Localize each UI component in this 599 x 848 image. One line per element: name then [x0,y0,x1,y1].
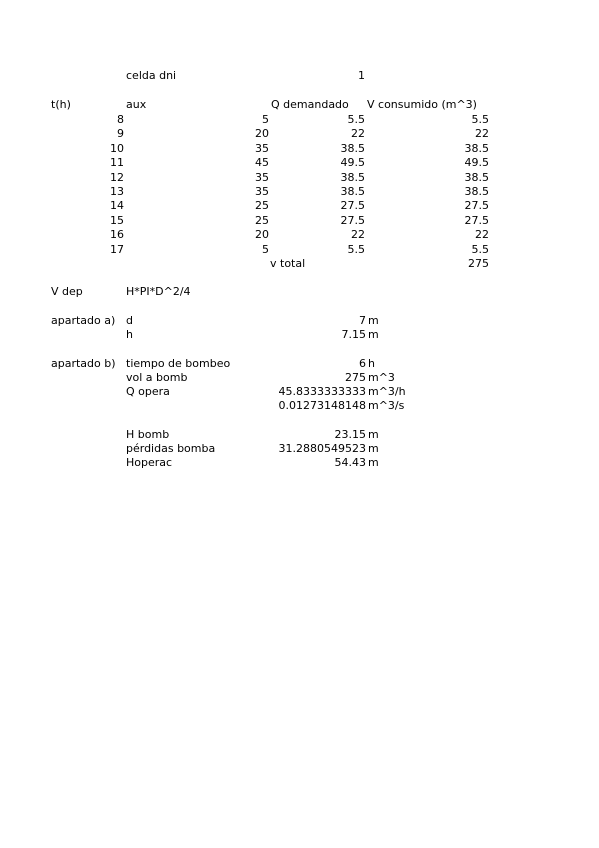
cell-q-demandado: 38.5 [340,171,365,184]
cell-aux: 25 [255,214,269,227]
table-row [0,185,599,199]
cell-v-consumido: 38.5 [464,171,489,184]
cell-q-demandado: 22 [351,127,365,140]
cell-aux: 45 [255,156,269,169]
cell-aux: 20 [255,228,269,241]
vol-a-bomb-unit: m^3 [368,371,395,384]
perdidas-bomba-value: 31.2880549523 [278,442,366,455]
column-header-aux: aux [126,98,147,111]
h-bomb-unit: m [368,428,379,441]
cell-q-demandado: 38.5 [340,185,365,198]
table-row [0,113,599,127]
hoperac-unit: m [368,456,379,469]
perdidas-bomba-unit: m [368,442,379,455]
table-row [0,142,599,156]
cell-t: 16 [110,228,124,241]
cell-t: 10 [110,142,124,155]
cell-aux: 25 [255,199,269,212]
cell-t: 12 [110,171,124,184]
tiempo-bombeo-label: tiempo de bombeo [126,357,231,370]
total-value: 275 [468,257,489,270]
h-bomb-value: 23.15 [334,428,366,441]
h-bomb-label: H bomb [126,428,170,441]
table-row [0,156,599,170]
column-header-t: t(h) [51,98,71,111]
cell-q-demandado: 5.5 [347,113,365,126]
cell-t: 9 [117,127,124,140]
cell-q-demandado: 38.5 [340,142,365,155]
tiempo-bombeo-unit: h [368,357,375,370]
celda-dni-value: 1 [358,69,365,82]
cell-t: 8 [117,113,124,126]
cell-v-consumido: 49.5 [464,156,489,169]
cell-aux: 20 [255,127,269,140]
cell-aux: 35 [255,185,269,198]
hoperac-value: 54.43 [334,456,366,469]
cell-t: 14 [110,199,124,212]
apartado-a-h-label: h [126,328,133,341]
q-opera-value: 45.8333333333 [278,385,366,398]
cell-v-consumido: 5.5 [471,113,489,126]
apartado-b-title: apartado b) [51,357,116,370]
celda-dni-label: celda dni [126,69,177,82]
table-row [0,127,599,141]
cell-t: 13 [110,185,124,198]
cell-aux: 5 [262,113,269,126]
cell-v-consumido: 5.5 [471,243,489,256]
table-row [0,214,599,228]
cell-q-demandado: 5.5 [347,243,365,256]
q-opera-unit: m^3/h [368,385,406,398]
cell-q-demandado: 22 [351,228,365,241]
cell-v-consumido: 27.5 [464,199,489,212]
vol-a-bomb-value: 275 [345,371,366,384]
tiempo-bombeo-value: 6 [359,357,366,370]
apartado-a-d-unit: m [368,314,379,327]
cell-v-consumido: 27.5 [464,214,489,227]
cell-t: 15 [110,214,124,227]
cell-q-demandado: 27.5 [340,214,365,227]
q-opera-seconds-unit: m^3/s [368,399,405,412]
table-row [0,228,599,242]
cell-aux: 35 [255,171,269,184]
apartado-a-h-unit: m [368,328,379,341]
cell-v-consumido: 22 [475,228,489,241]
column-header-v-consumido: V consumido (m^3) [367,98,477,111]
table-row [0,199,599,213]
vdep-label: V dep [51,285,83,298]
cell-q-demandado: 27.5 [340,199,365,212]
column-header-q-demandado: Q demandado [271,98,349,111]
apartado-a-title: apartado a) [51,314,116,327]
vol-a-bomb-label: vol a bomb [126,371,188,384]
hoperac-label: Hoperac [126,456,173,469]
table-row [0,243,599,257]
total-label: v total [270,257,306,270]
q-opera-seconds-value: 0.01273148148 [278,399,366,412]
apartado-a-h-value: 7.15 [341,328,366,341]
cell-v-consumido: 22 [475,127,489,140]
apartado-a-d-value: 7 [359,314,366,327]
cell-v-consumido: 38.5 [464,185,489,198]
cell-t: 11 [110,156,124,169]
vdep-formula: H*PI*D^2/4 [126,285,191,298]
cell-t: 17 [110,243,124,256]
cell-v-consumido: 38.5 [464,142,489,155]
q-opera-label: Q opera [126,385,170,398]
cell-aux: 35 [255,142,269,155]
perdidas-bomba-label: pérdidas bomba [126,442,216,455]
cell-q-demandado: 49.5 [340,156,365,169]
cell-aux: 5 [262,243,269,256]
apartado-a-d-label: d [126,314,133,327]
table-row [0,171,599,185]
